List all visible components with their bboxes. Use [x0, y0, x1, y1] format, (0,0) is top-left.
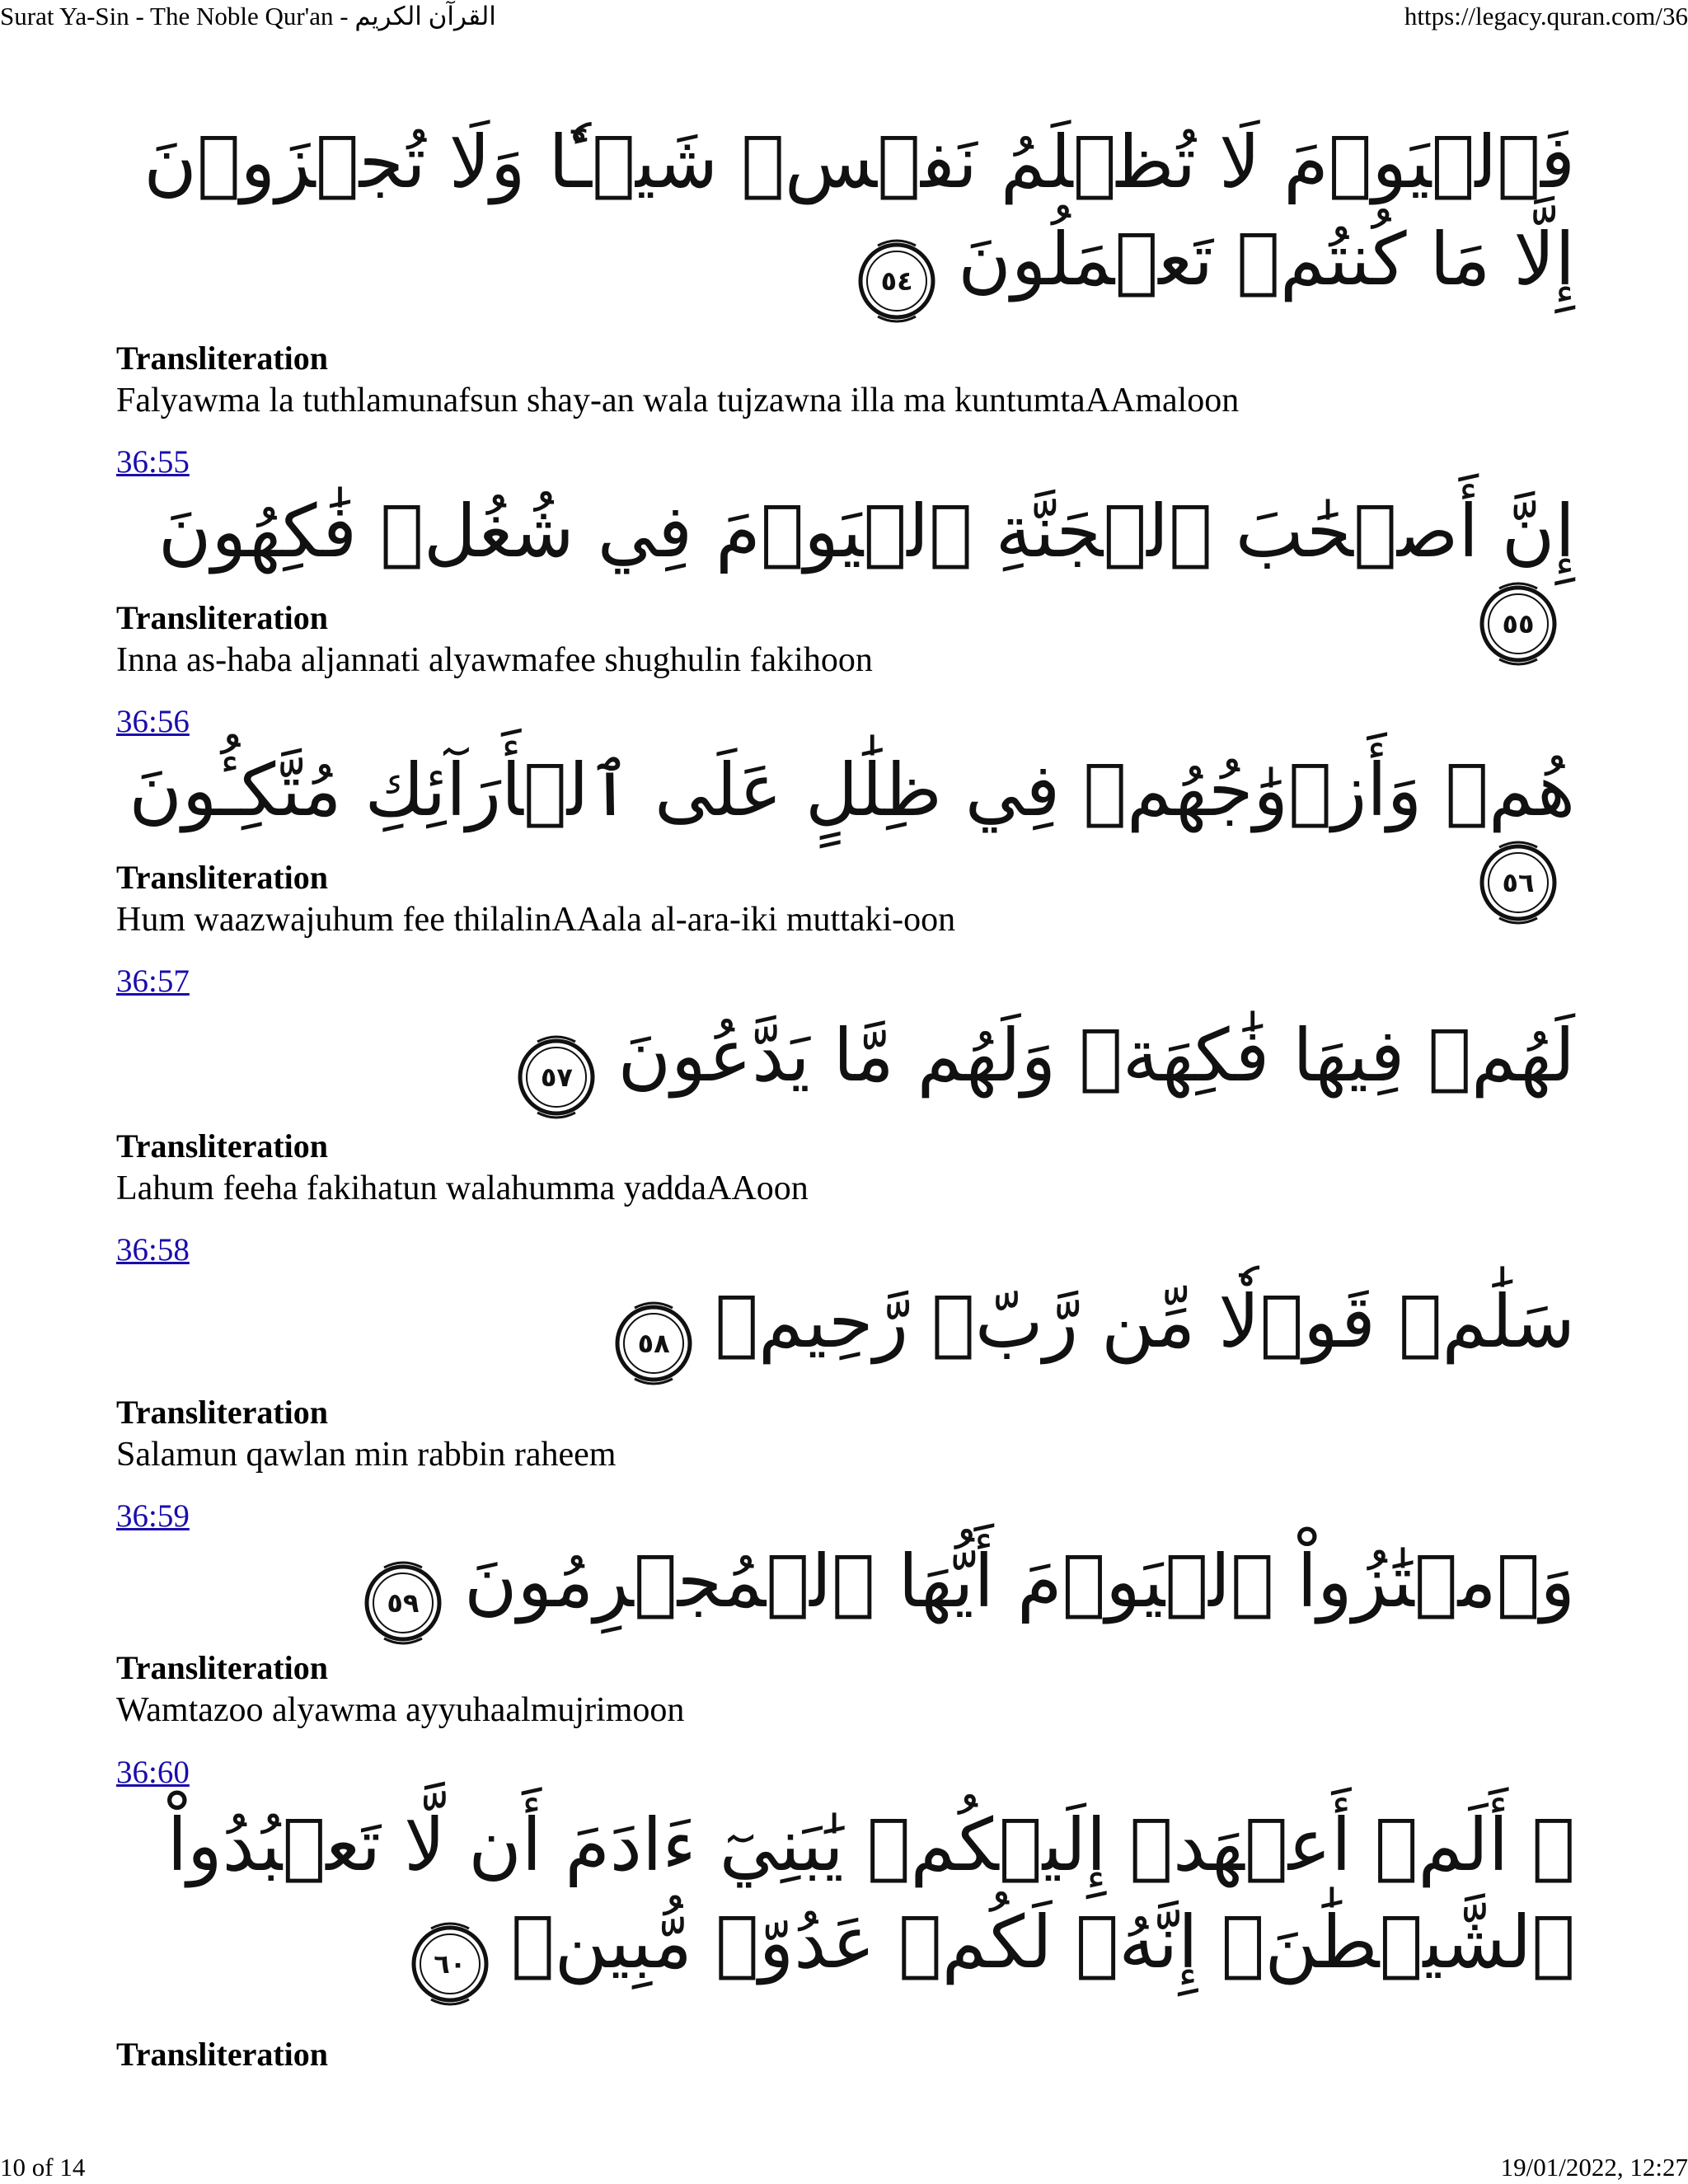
arabic-verse-58 [116, 1273, 1575, 1387]
transliteration-label: Transliteration [116, 1649, 329, 1686]
ayah-number: ٥٥ [1502, 608, 1535, 640]
ayah-number: ٥٦ [1502, 867, 1535, 898]
page-number: 10 of 14 [0, 2153, 86, 2182]
verse-link-36-57[interactable]: 36:57 [116, 963, 190, 999]
ayah-number-marker [1475, 580, 1562, 668]
transliteration-label: Transliteration [116, 340, 329, 377]
page-title: Surat Ya-Sin - The Noble Qur'an - القرآن الكريم [0, 2, 496, 30]
transliteration-text: Inna as-haba aljannati alyawmafee shughulin fakihoon [116, 641, 873, 679]
arabic-text: وَٱمۡتَٰزُواْ ٱلۡيَوۡمَ أَيُّهَا ٱلۡمُجۡرِمُونَ [464, 1539, 1575, 1624]
arabic-verse-59 [116, 1533, 1575, 1647]
page-url: https://legacy.quran.com/36 [1404, 2, 1688, 30]
transliteration-label: Transliteration [116, 859, 329, 896]
transliteration-text: Wamtazoo alyawma ayyuhaalmujrimoon [116, 1691, 685, 1729]
arabic-text: لَهُمۡ فِيهَا فَٰكِهَةٞ وَلَهُم مَّا يَدَّعُونَ [617, 1013, 1575, 1098]
print-datetime: 19/01/2022, 12:27 [1500, 2153, 1688, 2182]
verse-link-36-55[interactable]: 36:55 [116, 444, 190, 480]
ayah-number: ٥٨ [637, 1327, 670, 1359]
transliteration-label: Transliteration [116, 2036, 329, 2073]
transliteration-text: Lahum feeha fakihatun walahumma yaddaAAoon [116, 1169, 809, 1207]
transliteration-label: Transliteration [116, 599, 329, 636]
transliteration-label: Transliteration [116, 1127, 329, 1165]
ayah-number-marker [1475, 839, 1562, 926]
arabic-verse-57 [116, 1007, 1575, 1121]
transliteration-text: Salamun qawlan min rabbin raheem [116, 1436, 617, 1474]
verse-list [116, 0, 1575, 2184]
ayah-number-marker [406, 1920, 494, 2008]
ayah-number-marker [359, 1559, 447, 1647]
transliteration-text: Hum waazwajuhum fee thilalinAAala al-ara-iki muttaki-oon [116, 901, 956, 939]
verse-link-36-60[interactable]: 36:60 [116, 1755, 190, 1790]
ayah-number-marker [610, 1300, 697, 1387]
ayah-number: ٥٤ [880, 265, 913, 297]
arabic-text: إِنَّ أَصۡحَٰبَ ٱلۡجَنَّةِ ٱلۡيَوۡمَ فِي شُغُلٖ فَٰكِهُونَ [157, 489, 1575, 574]
ayah-number-marker [853, 237, 940, 325]
arabic-text: فَٱلۡيَوۡمَ لَا تُظۡلَمُ نَفۡسٞ شَيۡـٔٗا وَلَا تُجۡزَوۡنَ إِلَّا مَا كُنتُمۡ تَعۡمَلُونَ [143, 120, 1575, 302]
transliteration-text: Falyawma la tuthlamunafsun shay-an wala tujzawna illa ma kuntumtaAAmaloon [116, 382, 1240, 419]
ayah-number: ٥٩ [387, 1586, 420, 1619]
arabic-text: سَلَٰمٞ قَوۡلٗا مِّن رَّبّٖ رَّحِيمٖ [715, 1279, 1575, 1364]
print-footer [0, 2151, 1688, 2184]
verse-link-36-56[interactable]: 36:56 [116, 704, 190, 739]
arabic-verse-60 [116, 1797, 1575, 2008]
ayah-number-marker [513, 1033, 600, 1121]
ayah-number: ٦٠ [434, 1947, 467, 1980]
arabic-verse-54 [116, 114, 1575, 325]
arabic-text: هُمۡ وَأَزۡوَٰجُهُمۡ فِي ظِلَٰلٍ عَلَى ٱلۡأَرَآئِكِ مُتَّكِـُٔونَ [129, 748, 1575, 832]
transliteration-label: Transliteration [116, 1394, 329, 1431]
ayah-number: ٥٧ [540, 1061, 573, 1093]
verse-link-36-59[interactable]: 36:59 [116, 1498, 190, 1534]
arabic-text: ۞ أَلَمۡ أَعۡهَدۡ إِلَيۡكُمۡ يَٰبَنِيٓ ءَادَمَ أَن لَّا تَعۡبُدُواْ ٱلشَّيۡطَٰنَۖ إِنَّهُۥ لَكُمۡ عَدُوّٞ مُّبِينٞ [166, 1802, 1575, 1985]
verse-link-36-58[interactable]: 36:58 [116, 1232, 190, 1268]
